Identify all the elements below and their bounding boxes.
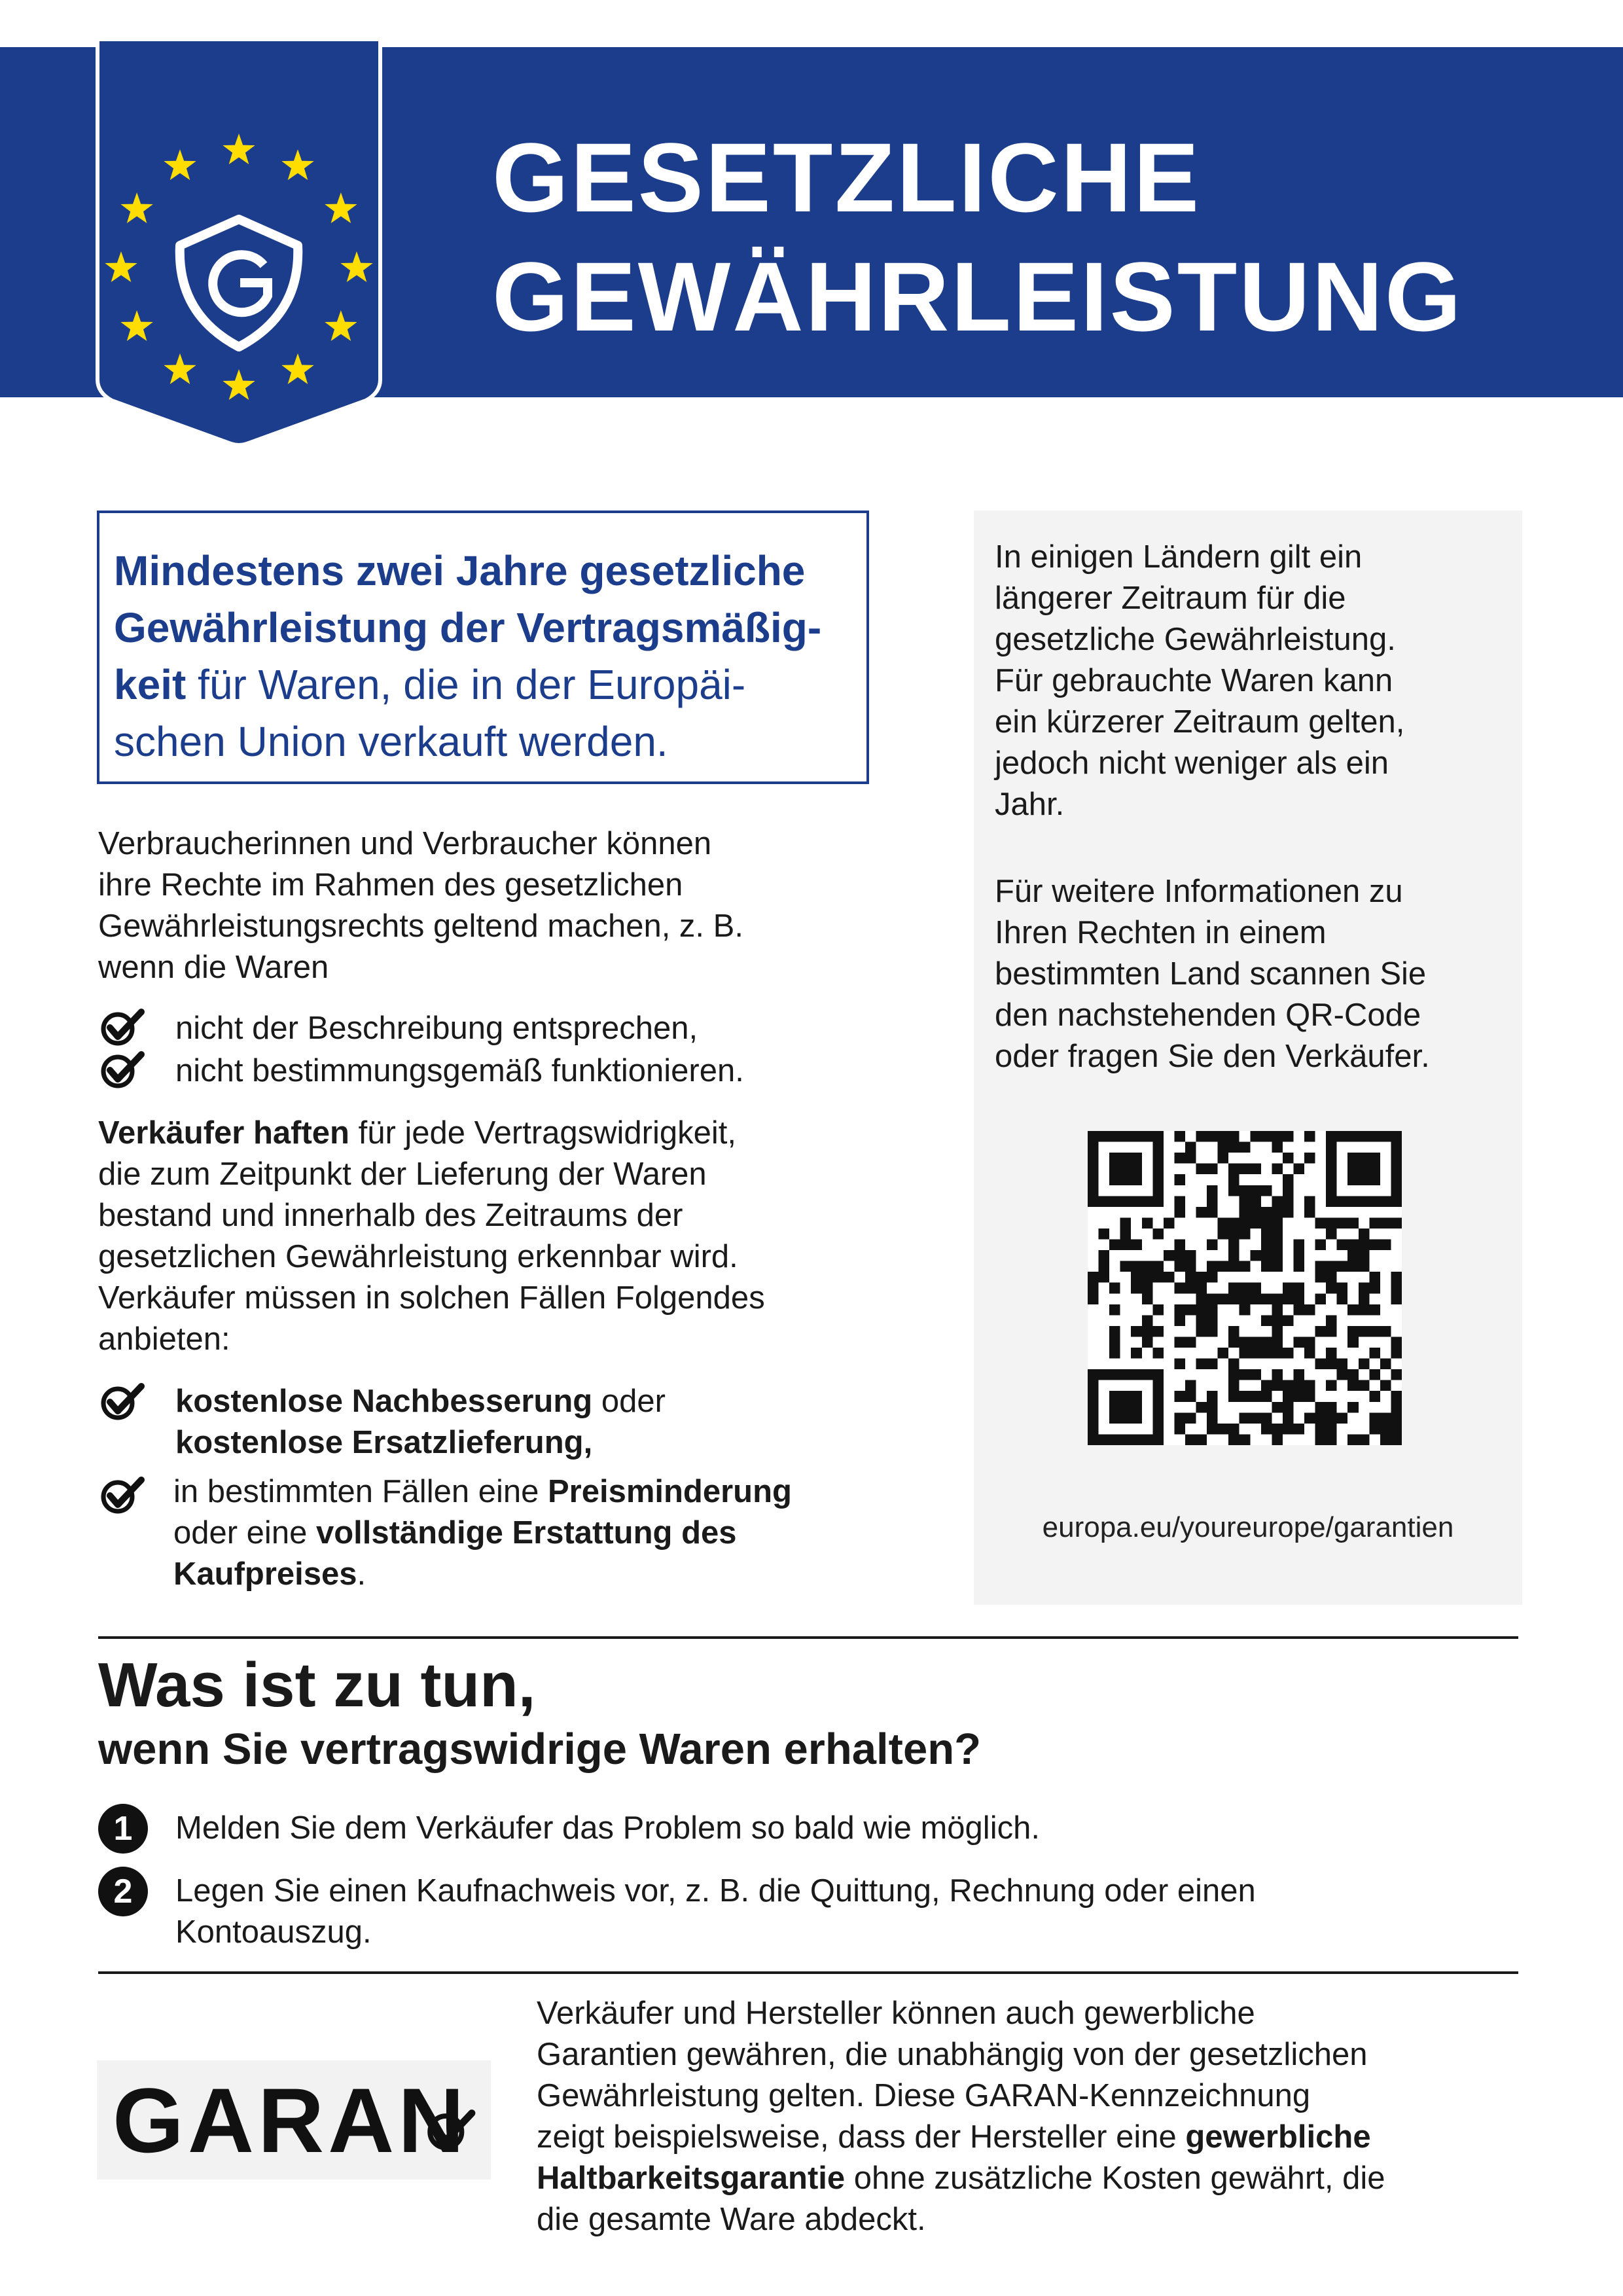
remedy2-pre: in bestimmten Fällen eine xyxy=(173,1474,548,1509)
remedy-purchase-price: Kaufpreises xyxy=(173,1556,357,1592)
divider xyxy=(98,1971,1518,1974)
remedy2-period: . xyxy=(357,1556,366,1592)
liability-line: Verkäufer müssen in solchen Fällen Folgendes xyxy=(98,1280,765,1316)
garan-line-4-pre: zeigt beispielsweise, dass der Hersteller eine xyxy=(537,2119,1186,2155)
step-line: Legen Sie einen Kaufnachweis vor, z. B. die Quittung, Rechnung oder einen xyxy=(175,1873,1256,1909)
remedy-replacement: kostenlose Ersatzlieferung, xyxy=(175,1425,593,1460)
garan-line: Verkäufer und Hersteller können auch gewerbliche xyxy=(537,1996,1255,2031)
rights-line: ihre Rechte im Rahmen des gesetzlichen xyxy=(98,867,683,903)
garan-commercial: gewerbliche xyxy=(1185,2119,1371,2155)
intro-line-3-bold: keit xyxy=(114,661,187,708)
intro-box xyxy=(97,511,869,784)
intro-line-3-rest: für Waren, die in der Europäi- xyxy=(186,661,746,708)
sidebar-line: Jahr. xyxy=(995,787,1065,822)
sidebar-line: längerer Zeitraum für die xyxy=(995,581,1346,616)
check-icon xyxy=(98,1382,147,1422)
remedy-full-refund: vollständige Erstattung des xyxy=(315,1515,737,1551)
sidebar-text xyxy=(995,537,1512,1077)
intro-line-2: Gewährleistung der Vertragsmäßig- xyxy=(114,604,822,651)
remedy-price-reduction: Preisminderung xyxy=(547,1474,792,1509)
garan-line: Gewährleistung gelten. Diese GARAN-Kennzeichnung xyxy=(537,2078,1311,2113)
step-line: Melden Sie dem Verkäufer das Problem so bald wie möglich. xyxy=(175,1810,1040,1846)
liability-line: bestand und innerhalb des Zeitraums der xyxy=(98,1198,683,1233)
step-number-badge: 2 xyxy=(98,1867,148,1916)
remedy-repair-replacement xyxy=(175,1381,895,1463)
title-line-2: GEWÄHRLEISTUNG xyxy=(492,242,1463,351)
bullet-not-functioning: nicht bestimmungsgemäß funktionieren. xyxy=(175,1053,744,1088)
step-line: Kontoauszug. xyxy=(175,1914,372,1950)
divider xyxy=(98,1636,1518,1639)
qr-code[interactable] xyxy=(1088,1131,1402,1445)
check-icon xyxy=(98,1008,147,1047)
check-icon xyxy=(424,2109,478,2152)
garan-line-5-rest: ohne zusätzliche Kosten gewährt, die xyxy=(845,2161,1385,2196)
sidebar-line: Für weitere Informationen zu xyxy=(995,874,1403,909)
step-1-text xyxy=(175,1808,1517,1849)
check-icon xyxy=(98,1050,147,1090)
check-icon xyxy=(98,1476,147,1515)
step-number-badge: 1 xyxy=(98,1804,148,1854)
sidebar-line: oder fragen Sie den Verkäufer. xyxy=(995,1039,1430,1074)
rights-line: wenn die Waren xyxy=(98,950,329,985)
sidebar-line: Ihren Rechten in einem xyxy=(995,915,1327,950)
rights-line: Gewährleistungsrechts geltend machen, z. B. xyxy=(98,908,743,944)
garan-logo-text: GARAN xyxy=(113,2069,469,2172)
remedy-repair: kostenlose Nachbesserung xyxy=(175,1384,593,1419)
liability-line-1-rest: für jede Vertragswidrigkeit, xyxy=(349,1115,736,1151)
info-url-link[interactable]: europa.eu/youreurope/garantien xyxy=(1042,1511,1454,1543)
remedy-or: oder xyxy=(592,1384,666,1419)
page-title xyxy=(492,118,1572,356)
garan-line: Garantien gewähren, die unabhängig von der gesetzlichen xyxy=(537,2037,1368,2072)
sidebar-line: In einigen Ländern gilt ein xyxy=(995,539,1363,575)
remedy-price-reduction-refund xyxy=(173,1471,893,1595)
garan-line: die gesamte Ware abdeckt. xyxy=(537,2202,926,2237)
remedy2-or: oder eine xyxy=(173,1515,316,1551)
intro-line-4: schen Union verkauft werden. xyxy=(114,718,668,765)
garan-logo xyxy=(113,2069,469,2172)
liability-line: die zum Zeitpunkt der Lieferung der Waren xyxy=(98,1157,707,1192)
liability-line: anbieten: xyxy=(98,1321,230,1357)
step-2-text xyxy=(175,1871,1517,1953)
liability-paragraph xyxy=(98,1113,883,1360)
garan-paragraph xyxy=(537,1993,1531,2240)
sidebar-line: Für gebrauchte Waren kann xyxy=(995,663,1393,698)
liability-bold: Verkäufer haften xyxy=(98,1115,349,1151)
sidebar-line: ein kürzerer Zeitraum gelten, xyxy=(995,704,1405,740)
intro-line-1: Mindestens zwei Jahre gesetzliche xyxy=(114,547,806,594)
garan-durability: Haltbarkeitsgarantie xyxy=(537,2161,846,2196)
bullet-not-as-described: nicht der Beschreibung entsprechen, xyxy=(175,1011,698,1046)
title-line-1: GESETZLICHE xyxy=(492,122,1202,232)
sidebar-line: den nachstehenden QR-Code xyxy=(995,997,1421,1033)
liability-line: gesetzlichen Gewährleistung erkennbar wird. xyxy=(98,1239,738,1274)
what-to-do-subheading: wenn Sie vertragswidrige Waren erhalten? xyxy=(98,1725,982,1774)
rights-line: Verbraucherinnen und Verbraucher können xyxy=(98,826,712,861)
sidebar-line: jedoch nicht weniger als ein xyxy=(995,745,1389,781)
rights-paragraph xyxy=(98,823,883,988)
sidebar-line: gesetzliche Gewährleistung. xyxy=(995,622,1396,657)
what-to-do-heading: Was ist zu tun, xyxy=(98,1650,536,1720)
sidebar-line: bestimmten Land scannen Sie xyxy=(995,956,1427,992)
eu-stars-shield-g-logo xyxy=(95,39,383,452)
